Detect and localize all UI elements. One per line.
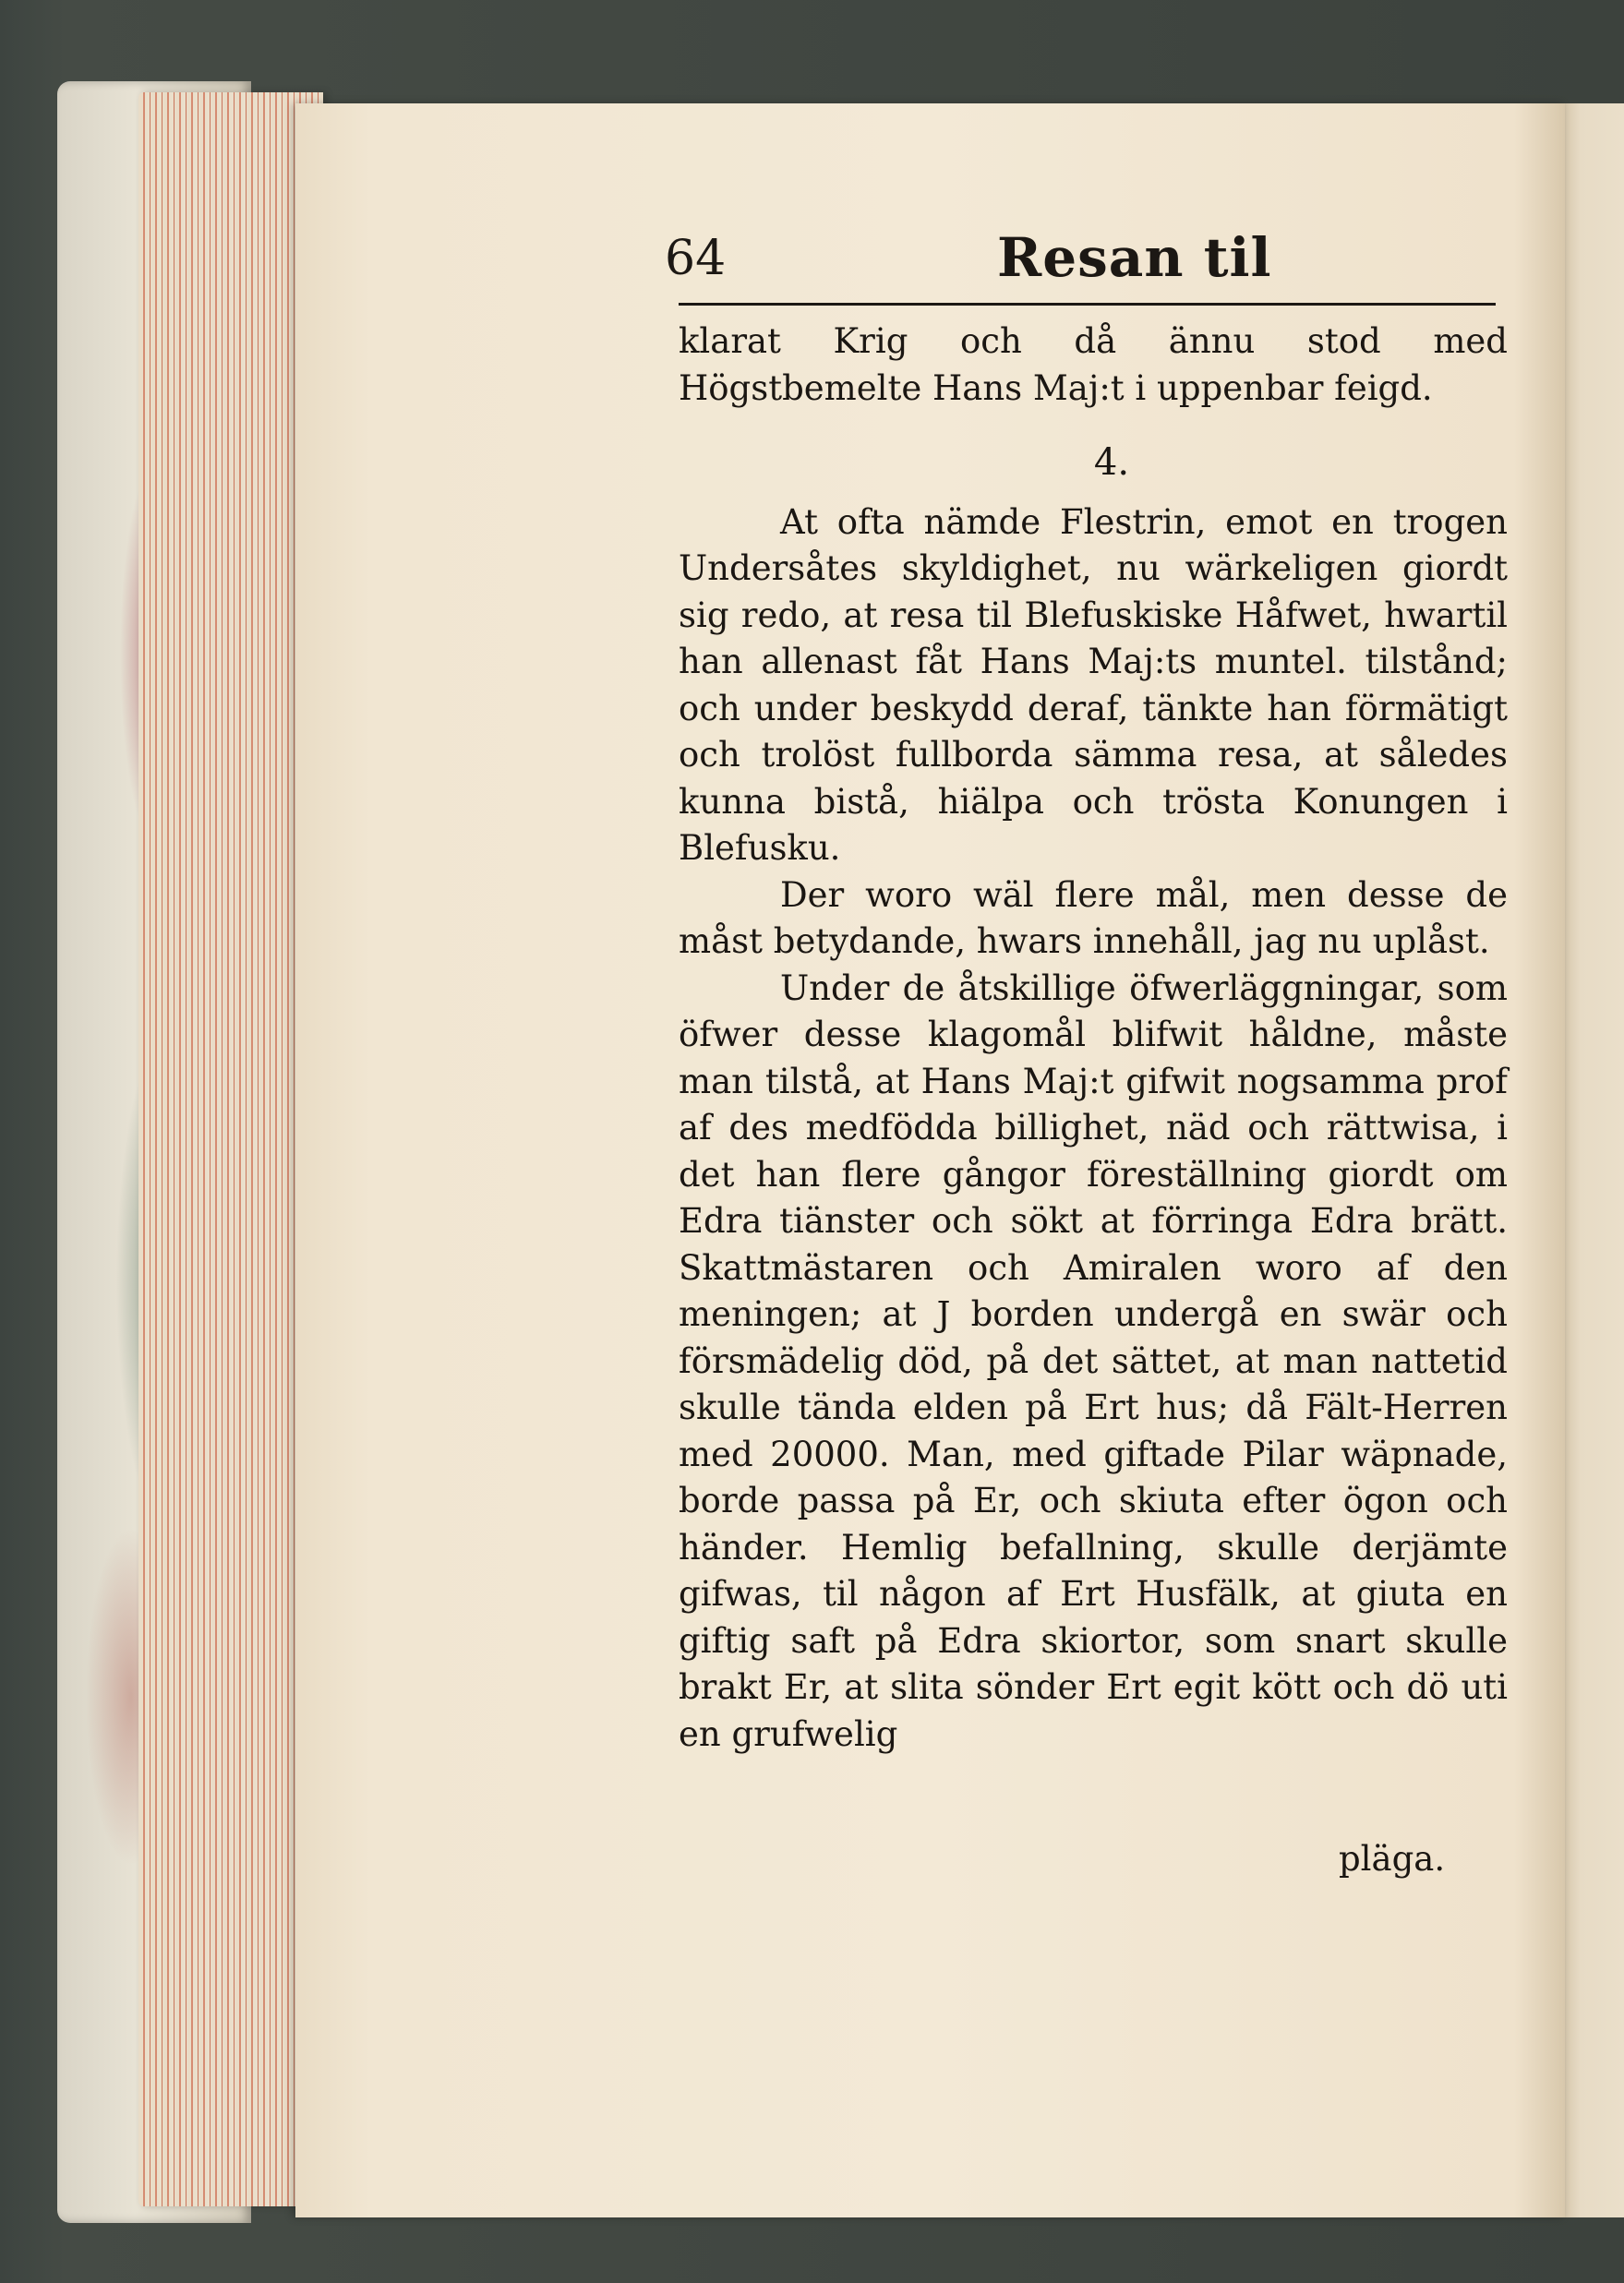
page-number: 64 bbox=[665, 231, 727, 286]
paragraph-2: Der woro wäl flere mål, men desse de måst betydande, hwars innehåll, jag nu uplåst. bbox=[679, 874, 1508, 961]
catchword: pläga. bbox=[1339, 1839, 1446, 1879]
page-text bbox=[679, 318, 1508, 1758]
opening-lines: klarat Krig och då ännu stod med Högstbemelte Hans Maj:t i uppenbar feigd. bbox=[679, 321, 1508, 408]
paragraph-3: Under de åtskillige öfwerläggningar, som öfwer desse klagomål blifwit håldne, måste man tilstå, at Hans Maj:t gifwit nogsamma prof af des medfödda billighet, näd och rättwisa, i det han flere gångor föreställning giordt om Edra tiänster och sökt at förringa Edra brätt. Skattmästaren och Amiralen woro af den meningen; at J borden undergå en swär och försmädelig död, på det sättet, at man nattetid skulle tända elden på Ert hus; då Fält-Herren med 20000. Man, med giftade Pilar wäpnade, borde passa på Er, och skiuta efter ögon och händer. Hemlig befallning, skulle derjämte gifwas, til någon af Ert Husfälk, at giuta en giftig saft på Edra skiortor, som snart skulle brakt Er, at slita sönder Ert egit kött och dö uti en grufwelig bbox=[679, 967, 1508, 1754]
paragraph-1: At ofta nämde Flestrin, emot en trogen Undersåtes skyldighet, nu wärkeligen giordt sig redo, at resa til Blefuskiske Håfwet, hwartil han allenast fåt Hans Maj:ts muntel. tilstånd; och under beskydd deraf, tänkte han förmätigt och trolöst fullborda sämma resa, at således kunna bistå, hiälpa och trösta Konungen i Blefusku. bbox=[679, 501, 1508, 868]
running-head: Resan til bbox=[997, 226, 1272, 289]
header-rule bbox=[679, 303, 1496, 306]
section-number: 4. bbox=[1093, 441, 1130, 484]
